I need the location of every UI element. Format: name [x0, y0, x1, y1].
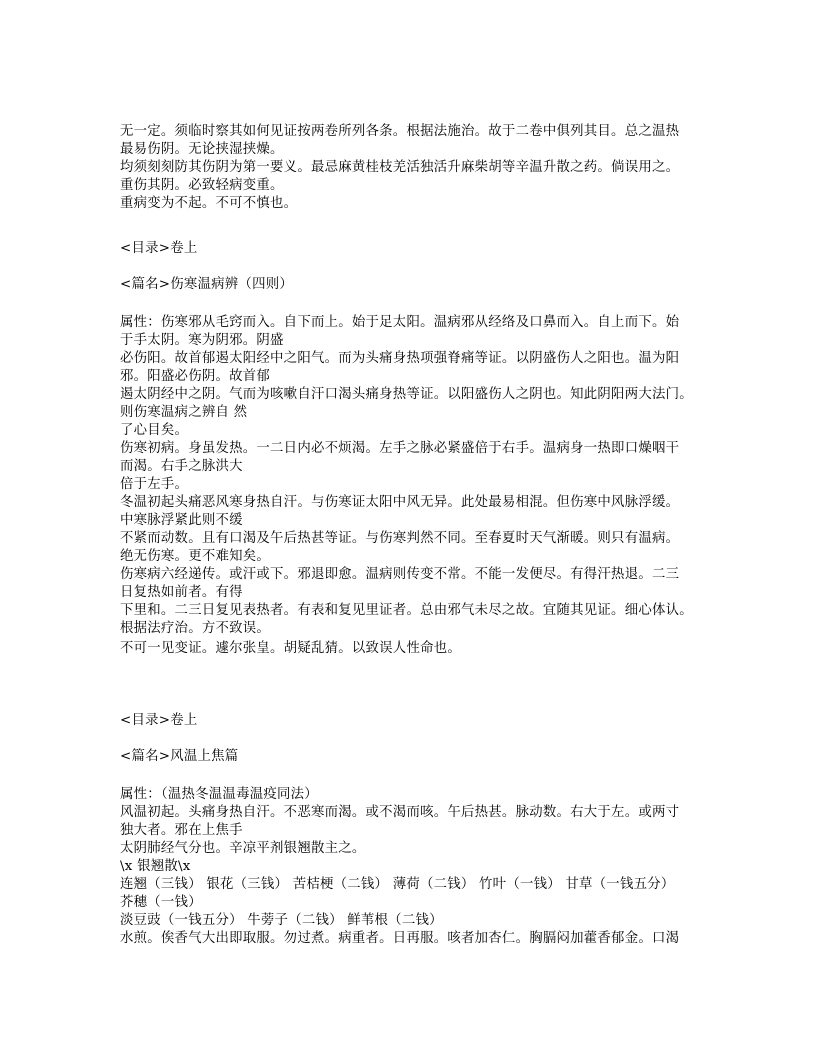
text-line: 属性：伤寒邪从毛窍而入。自下而上。始于足太阳。温病邪从经络及口鼻而入。自上而下。始 — [120, 315, 680, 330]
text-line: 则伤寒温病之辨自 然 — [120, 405, 248, 420]
section-heading-toc: <目录>卷上 — [120, 241, 198, 256]
text-line: 不可一见变证。遽尔张皇。胡疑乱猜。以致误人性命也。 — [120, 641, 462, 656]
section-heading-title: <篇名>伤寒温病辨（四则） — [120, 277, 293, 292]
ingredient-line: 芥穗（一钱） — [120, 895, 202, 910]
text-line: 太阴肺经气分也。辛凉平剂银翘散主之。 — [120, 841, 366, 856]
text-line: 绝无伤寒。更不难知矣。 — [120, 549, 271, 564]
text-line: 属性：（温热冬温温毒温疫同法） — [120, 787, 318, 802]
text-line: 日复热如前者。有得 — [120, 585, 243, 600]
text-line: 而渴。右手之脉洪大 — [120, 459, 243, 474]
text-line: 最易伤阴。无论挟湿挟燥。 — [120, 142, 284, 157]
text-line: 倍于左手。 — [120, 477, 189, 492]
text-line: 无一定。须临时察其如何见证按两卷所列各条。根据法施治。故于二卷中俱列其目。总之温热 — [120, 124, 680, 139]
text-line: 冬温初起头痛恶风寒身热自汗。与伤寒证太阳中风无异。此处最易相混。但伤寒中风脉浮缓。 — [120, 495, 680, 510]
formula-name: \x 银翘散\x — [120, 859, 191, 874]
text-line: 伤寒初病。身虽发热。一二日内必不烦渴。左手之脉必紧盛倍于右手。温病身一热即口燥咽干 — [120, 441, 680, 456]
text-line: 不紧而动数。且有口渴及午后热甚等证。与伤寒判然不同。至春夏时天气渐暖。则只有温病。 — [120, 531, 680, 546]
text-line: 中寒脉浮紧此则不缓 — [120, 513, 243, 528]
text-line: 邪。阳盛必伤阴。故首郁 — [120, 369, 271, 384]
section-heading-toc: <目录>卷上 — [120, 713, 198, 728]
text-line: 于手太阴。寒为阴邪。阴盛 — [120, 333, 284, 348]
section-heading-title: <篇名>风温上焦篇 — [120, 749, 239, 764]
text-line: 根据法疗治。方不致误。 — [120, 621, 271, 636]
text-line: 伤寒病六经递传。或汗或下。邪退即愈。温病则传变不常。不能一发便尽。有得汗热退。二三 — [120, 567, 680, 582]
text-line: 均须刻刻防其伤阴为第一要义。最忌麻黄桂枝羌活独活升麻柴胡等辛温升散之药。倘误用之。 — [120, 160, 680, 175]
text-line: 独大者。邪在上焦手 — [120, 823, 243, 838]
ingredient-line: 连翘（三钱） 银花（三钱） 苦桔梗（二钱） 薄荷（二钱） 竹叶（一钱） 甘草（一钱五分） — [120, 877, 675, 892]
text-line: 了心目矣。 — [120, 423, 189, 438]
text-line: 水煎。俟香气大出即取服。勿过煮。病重者。日再服。咳者加杏仁。胸膈闷加藿香郁金。口渴 — [120, 931, 680, 946]
text-line: 重伤其阴。必致轻病变重。 — [120, 178, 284, 193]
ingredient-line: 淡豆豉（一钱五分） 牛蒡子（二钱） 鲜苇根（二钱） — [120, 913, 443, 928]
text-line: 遏太阴经中之阴。气而为咳嗽自汗口渴头痛身热等证。以阳盛伤人之阴也。知此阴阳两大法门。 — [120, 387, 693, 402]
text-line: 重病变为不起。不可不慎也。 — [120, 196, 298, 211]
text-line: 必伤阳。故首郁遏太阳经中之阳气。而为头痛身热项强脊痛等证。以阴盛伤人之阳也。温为阳 — [120, 351, 680, 366]
text-line: 下里和。二三日复见表热者。有表和复见里证者。总由邪气未尽之故。宜随其见证。细心体认。 — [120, 603, 693, 618]
text-line: 风温初起。头痛身热自汗。不恶寒而渴。或不渴而咳。午后热甚。脉动数。右大于左。或两寸 — [120, 805, 680, 820]
